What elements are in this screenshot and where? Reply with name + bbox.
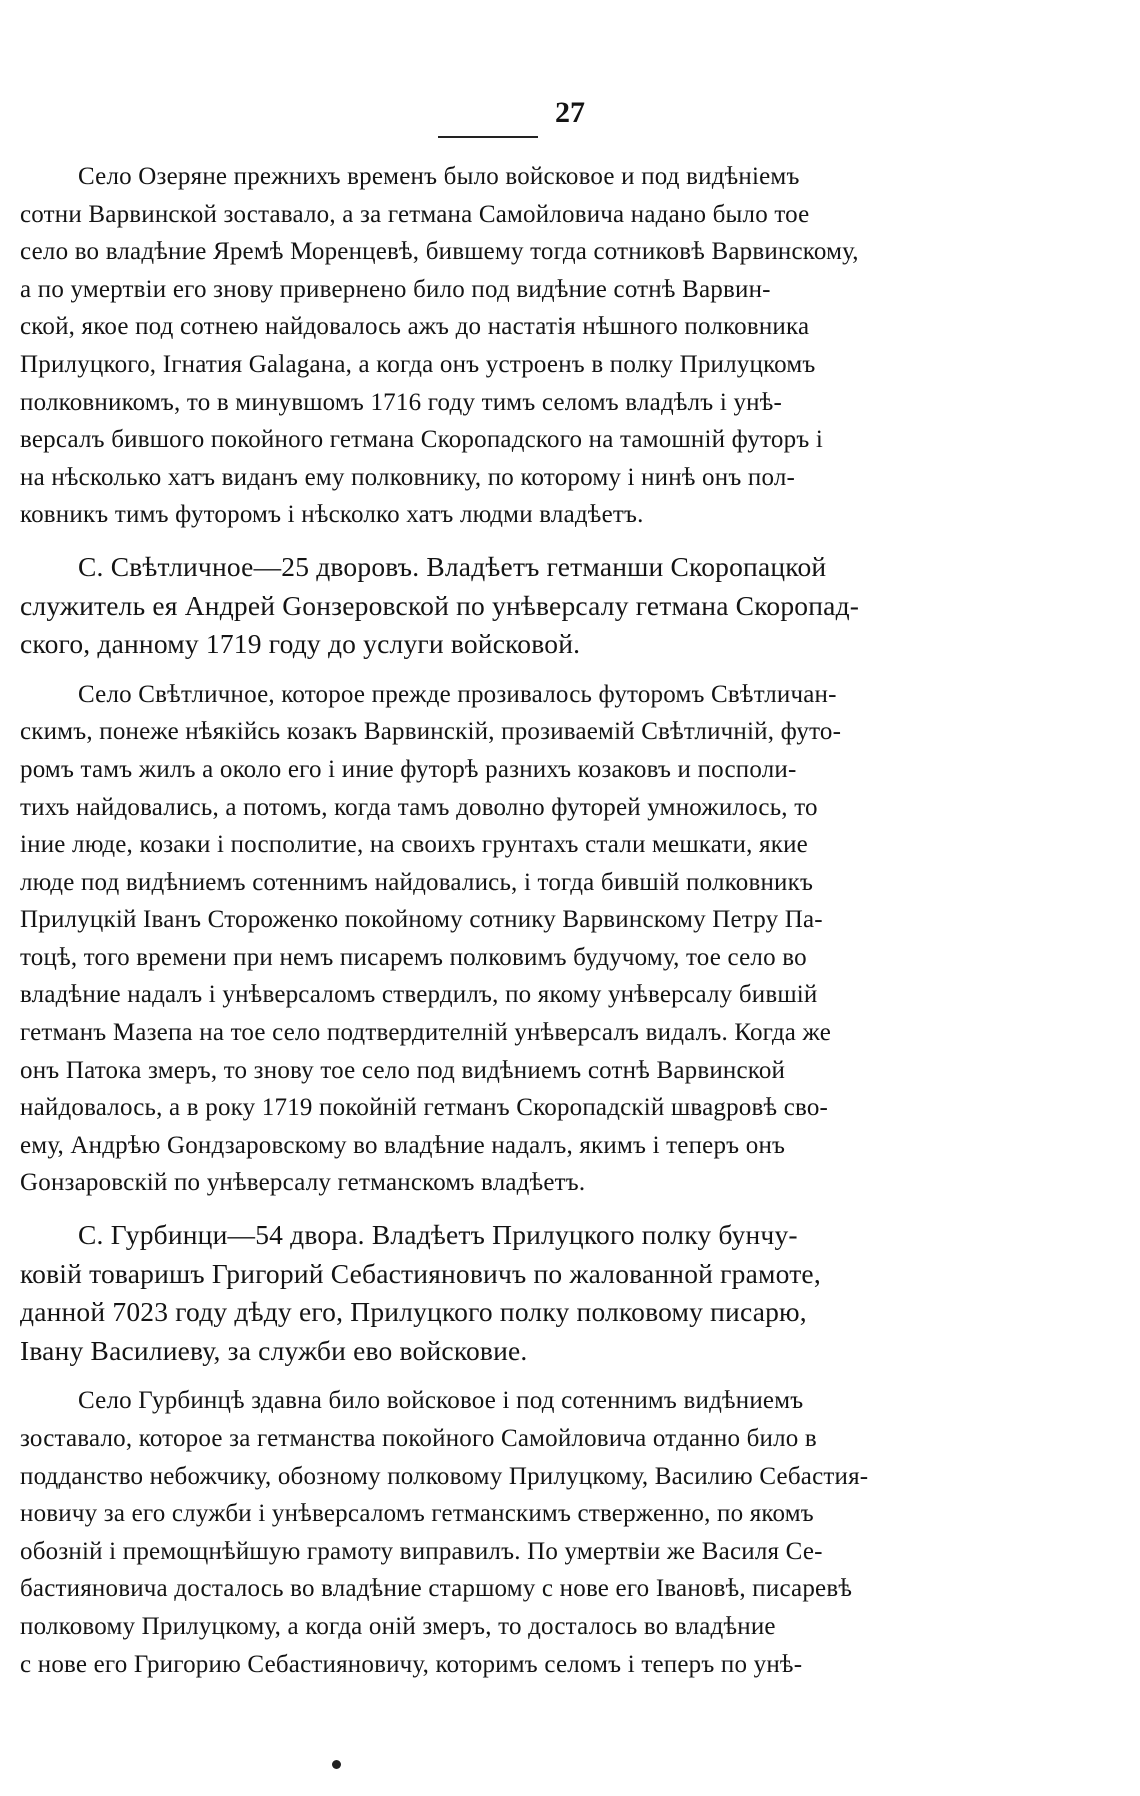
text-line: Село Свѣтличное, которое прежде прозивалось футоромъ Свѣтличан- — [78, 680, 837, 708]
heading-svetlichnoe — [20, 548, 970, 664]
text-line: версалъ бившого покойного гетмана Скоропадского на тамошній футоръ і — [20, 426, 824, 454]
text-line: ковникъ тимъ футоромъ і нѣсколко хатъ людми владѣетъ. — [20, 501, 644, 529]
ink-dot — [332, 1760, 341, 1769]
text-line: Gонзаровскій по унѣверсалу гетманскомъ владѣетъ. — [20, 1169, 586, 1197]
text-line: Село Гурбинцѣ здавна било войсковое і под сотеннимъ видѣниемъ — [78, 1387, 804, 1415]
text-line: С. Свѣтличное—25 дворовъ. Владѣетъ гетманши Скоропацкой — [78, 550, 827, 582]
text-line: обозній і премощнѣйшую грамоту виправилъ. По умертвіи же Василя Се- — [20, 1537, 823, 1565]
text-line: С. Гурбинци—54 двора. Владѣетъ Прилуцкого полку бунчу- — [78, 1219, 798, 1251]
text-line: Село Озеряне прежнихъ временъ было войсковое и под видѣніемъ — [78, 163, 800, 190]
text-line: ковій товаришъ Григорий Себастияновичъ по жалованной грамоте, — [20, 1257, 821, 1289]
text-line: Івану Василиеву, за служби ево войсковие. — [20, 1334, 528, 1366]
text-line: полковому Прилуцкому, а когда оній змеръ, то досталось во владѣние — [20, 1612, 776, 1640]
text-line: ской, якое под сотнею найдовалось ажъ до настатія нѣшного полковника — [20, 313, 810, 341]
text-line: тоцѣ, того времени при немъ писаремъ полковимъ будучому, тое село во — [20, 943, 807, 971]
text-line: онъ Патока змеръ, то знову тое село под видѣниемъ сотнѣ Варвинской — [20, 1056, 786, 1084]
text-line: полковникомъ, то в минувшомъ 1716 году тимъ селомъ владѣлъ і унѣ- — [20, 388, 783, 416]
text-line: гетманъ Мазепа на тое село подтвердителній унѣверсалъ видалъ. Когда же — [20, 1019, 831, 1047]
text-line: служитель ея Андрей Gонзеровской по унѣверсалу гетмана Скоропад- — [20, 589, 860, 621]
block-gap — [20, 534, 970, 548]
text-line: владѣние надалъ і унѣверсаломъ ствердилъ, по якому унѣверсалу бившій — [20, 981, 818, 1009]
text-line: ромъ тамъ жилъ а около его і иние футорѣ разнихъ козаковъ и посполи- — [20, 755, 797, 783]
text-line: на нѣсколько хатъ виданъ ему полковнику, по которому і нинѣ онъ пол- — [20, 463, 796, 491]
block-gap — [20, 664, 970, 676]
text-line: с нове его Григорию Себастияновичу, которимъ селомъ і теперъ по унѣ- — [20, 1650, 803, 1678]
text-line: зоставало, которое за гетманства покойного Самойловича отданно било в — [20, 1425, 817, 1452]
block-gap — [20, 1202, 970, 1216]
text-line: Прилуцкій Іванъ Стороженко покойному сотнику Варвинскому Петру Па- — [20, 906, 823, 934]
text-line: скимъ, понеже нѣякійсь козакъ Варвинскій, прозиваемій Свѣтличній, футо- — [20, 718, 842, 746]
paragraph-ozeriane — [20, 158, 970, 534]
text-line: ему, Андрѣю Gондзаровскому во владѣние надалъ, якимъ і теперъ онъ — [20, 1131, 786, 1159]
text-line: сотни Варвинской зоставало, а за гетмана Самойловича надано было тое — [20, 200, 810, 228]
text-line: а по умертвіи его знову привернено било под видѣние сотнѣ Варвин- — [20, 275, 771, 303]
text-line: іние люде, козаки і посполитие, на своихъ грунтахъ стали мешкати, якие — [20, 831, 808, 859]
text-line: найдовалось, а в року 1719 покойній гетманъ Скоропадскій шваgровѣ сво- — [20, 1094, 829, 1122]
page-body — [20, 158, 970, 1683]
text-line: подданство небожчику, обозному полковому Прилуцкому, Василию Себастия- — [20, 1462, 869, 1490]
paragraph-gurbintsi — [20, 1382, 970, 1683]
text-line: люде под видѣниемъ сотеннимъ найдовались, і тогда бившій полковникъ — [20, 868, 814, 896]
text-line: село во владѣние Яремѣ Моренцевѣ, бившему тогда сотниковѣ Варвинскому, — [20, 238, 859, 266]
paragraph-svetlichnoe — [20, 676, 970, 1202]
page-number: 27 — [555, 96, 585, 129]
text-line: Прилуцкого, Ігнатия Galagана, а когда онъ устроенъ в полку Прилуцкомъ — [20, 350, 816, 378]
text-line: бастияновича досталось во владѣние старшому с нове его Івановѣ, писаревѣ — [20, 1575, 853, 1603]
block-gap — [20, 1370, 970, 1382]
text-line: тихъ найдовались, а потомъ, когда тамъ доволно футорей умножилось, то — [20, 793, 818, 821]
page-number-rule — [438, 136, 538, 138]
text-line: данной 7023 году дѣду его, Прилуцкого полку полковому писарю, — [20, 1296, 807, 1328]
heading-gurbintsi — [20, 1216, 970, 1370]
text-line: новичу за его служби і унѣверсаломъ гетманскимъ стверженно, по якомъ — [20, 1500, 814, 1528]
text-line: ского, данному 1719 году до услуги войсковой. — [20, 628, 581, 660]
